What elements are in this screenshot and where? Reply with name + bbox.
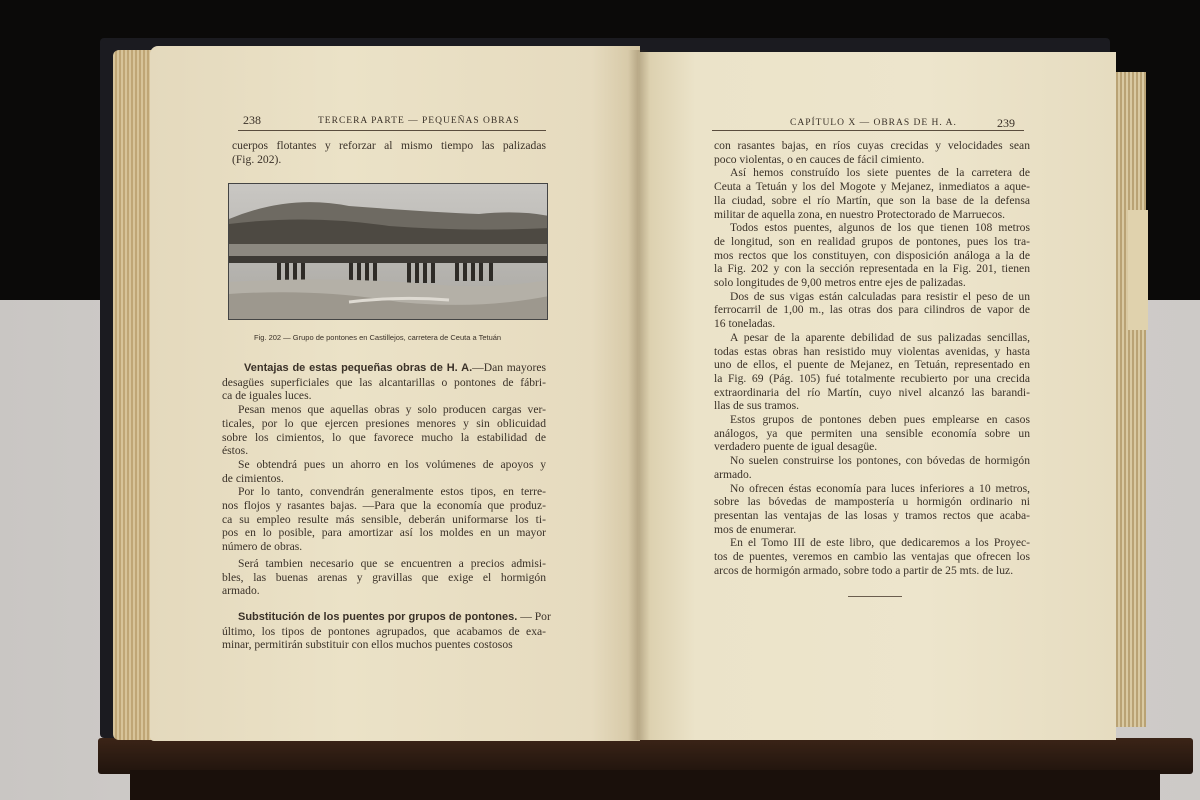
text-line: 16 toneladas. [714, 317, 776, 331]
bridge-photo [228, 183, 548, 320]
page-tab [1128, 210, 1148, 330]
text-line: armado. [714, 467, 752, 481]
book-gutter [628, 50, 650, 740]
text-line: A pesar de la aparente debilidad de sus palizadas sencillas, [730, 330, 1030, 344]
section2-heading: Substitución de los puentes por grupos de pontones. [238, 610, 518, 623]
text-line: desagües superficiales que las alcantarillas o pontones de fábri- [222, 375, 546, 389]
text-line: ferrocarril de 1,00 m., las otras dos para cilindros de vapor de [714, 303, 1030, 317]
text-line: armado. [222, 584, 260, 598]
text-line: Pesan menos que aquellas obras y solo producen cargas ver- [238, 403, 546, 417]
section2-first-line [222, 609, 551, 625]
text-line: tos de puentes, veremos en cambio las ventajas que ofrecen los [714, 550, 1030, 564]
text-line: éstos. [222, 444, 249, 458]
end-separator [848, 596, 902, 597]
text-line: militar de aquella zona, en nuestro Protectorado de Marruecos. [714, 207, 1006, 221]
text-line: Así hemos construído los siete puentes de la carretera de [730, 166, 1030, 180]
text-line: mos de enumerar. [714, 522, 797, 536]
text-line: Por lo tanto, convendrán generalmente estos tipos, en terre- [238, 485, 546, 499]
text-line: análogos, ya que permiten una sensible economía sobre un [714, 426, 1030, 440]
text-line: la Fig. 69 (Pág. 105) fué totalmente recubierto por una crecida [714, 371, 1030, 385]
text-line: verdadero puente de igual desagüe. [714, 440, 878, 454]
text-line: Dos de sus vigas están calculadas para resistir el peso de un [730, 289, 1030, 303]
text-line: último, los tipos de pontones agrupados, que acabamos de exa- [222, 624, 546, 638]
text-line: pos en lo posible, para amortizar así los moldes en un mayor [222, 526, 546, 540]
figure-caption: Fig. 202 — Grupo de pontones en Castillejos, carretera de Ceuta a Tetuán [254, 333, 502, 342]
text-line: llas de sus tramos. [714, 399, 800, 413]
stand-base [130, 770, 1160, 800]
text-line: poco violentas, o en cauces de fácil cimiento. [714, 152, 925, 166]
text-line: No ofrecen éstas economía para luces inferiores a 10 metros, [730, 481, 1030, 495]
text-line: ticales, por lo que ejercen presiones menores y sin oblicuidad [222, 416, 546, 430]
text-line: Todos estos puentes, algunos de los que tienen 108 metros [730, 221, 1030, 235]
text-line: bles, las buenas arenas y gravillas que exige el hormigón [222, 570, 546, 584]
text-line: ca su empleo resulte más sensible, deberán uniformarse los ti- [222, 512, 546, 526]
text-line: Se obtendrá pues un ahorro en los volúmenes de apoyos y [238, 457, 546, 471]
running-head-right: CAPÍTULO X — OBRAS DE H. A. [790, 118, 957, 128]
book-stand [98, 738, 1193, 774]
text-line: mos rectos que los constituyen, con disposición análoga a la de [714, 248, 1030, 262]
text-line: solo longitudes de 9,00 metros entre ejes de palizadas. [714, 276, 966, 290]
intro-text [232, 139, 546, 166]
text-line: (Fig. 202). [232, 152, 282, 166]
text-line: En el Tomo III de este libro, que dedicaremos a los Proyec- [730, 536, 1030, 550]
text-line: arcos de hormigón armado, sobre todo a partir de 25 mts. de luz. [714, 563, 1014, 577]
text-line: de longitud, son en realidad grupos de pontones, pues los tra- [714, 234, 1030, 248]
text-line: Ceuta a Tetuán y los del Mogote y Mejanez, inmediatos a aque- [714, 180, 1030, 194]
text-line: de cimientos. [222, 471, 284, 485]
section1-heading: Ventajas de estas pequeñas obras de H. A. [244, 362, 473, 374]
text-line: sobre los cimientos, lo que favorece mucho la estabilidad de [222, 430, 546, 444]
text-line: Estos grupos de pontones deben pues emplearse en casos [730, 413, 1030, 427]
text-line: ca de iguales luces. [222, 389, 312, 403]
page-number-left: 238 [243, 113, 261, 127]
text-line: uno de ellos, el puente de Mejanez, en Tetuán, representado en [714, 358, 1030, 372]
text-line: lla ciudad, sobre el río Martín, que son la base de la defensa [714, 193, 1030, 207]
text-line: con rasantes bajas, en ríos cuyas crecidas y velocidades sean [714, 139, 1030, 152]
section1-first-line [222, 361, 546, 376]
text-line: minar, permitirán substituir con ellos muchos puentes costosos [222, 638, 513, 652]
section1 [222, 361, 551, 652]
running-head-left: TERCERA PARTE — PEQUEÑAS OBRAS [318, 116, 520, 126]
text-line: presentan las ventajas de las losas y tramos rectos que acaba- [714, 508, 1030, 522]
text-line: —Dan mayores [472, 361, 546, 374]
page-edges-left [113, 50, 153, 740]
header-rule-left [238, 130, 546, 131]
text-line: — Por [520, 609, 551, 623]
text-line: nos flojos y rasantes bajas. —Para que la economía que produz- [222, 499, 546, 513]
text-line: todas estas obras han resistido muy violentas avenidas, y hasta [714, 344, 1030, 358]
text-line: número de obras. [222, 540, 303, 554]
text-line: No suelen construirse los pontones, con bóvedas de hormigón [730, 454, 1030, 468]
text-line: sobre las bóvedas de mampostería u hormigón ordinario ni [714, 495, 1030, 509]
text-line: Será tambien necesario que se encuentren a precios admisi- [238, 556, 546, 570]
text-line: extraordinaria del río Martín, cuyo nivel alcanzó las barandi- [714, 385, 1030, 399]
header-rule-right [712, 130, 1024, 131]
text-line: la Fig. 202 y con la sección representada en la Fig. 201, tienen [714, 262, 1030, 276]
right-body-text [714, 139, 1030, 578]
text-line: cuerpos flotantes y reforzar al mismo tiempo las palizadas [232, 139, 546, 152]
page-number-right: 239 [997, 116, 1015, 130]
